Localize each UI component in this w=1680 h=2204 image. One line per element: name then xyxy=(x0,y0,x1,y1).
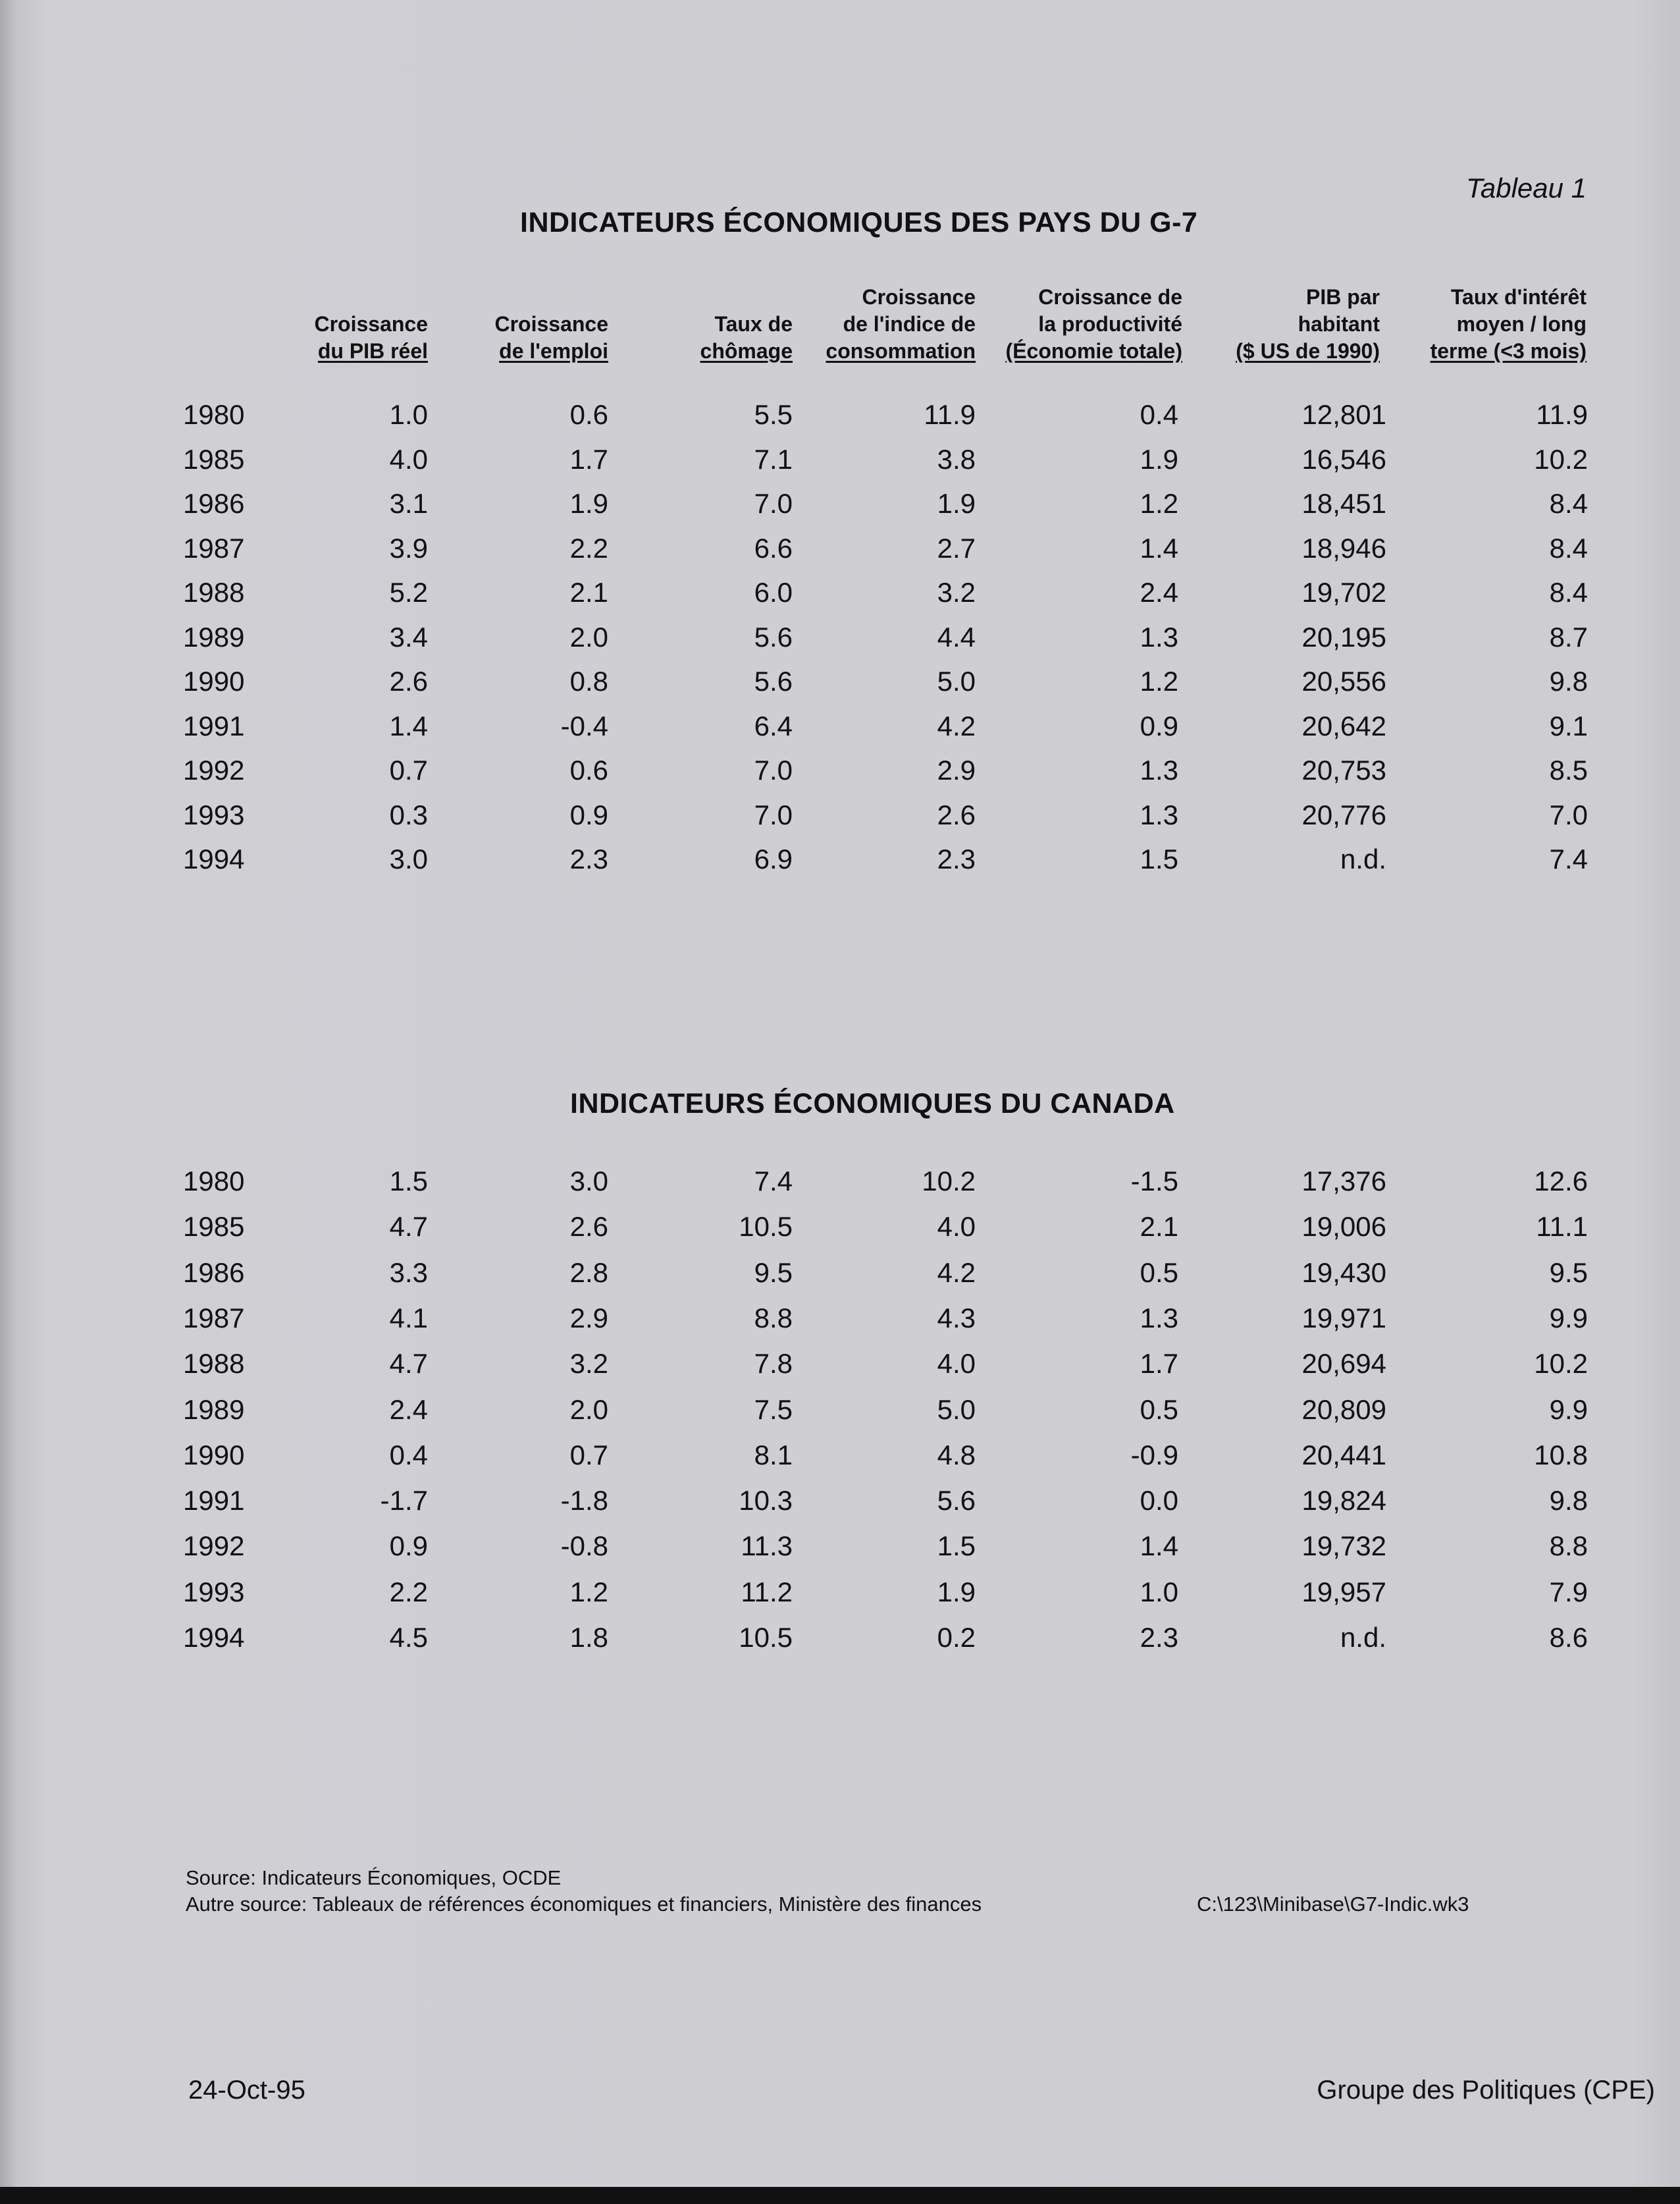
cell-pib: 4.5 xyxy=(389,1622,428,1653)
cell-interet: 9.1 xyxy=(1549,710,1588,741)
cell-interet: 7.4 xyxy=(1549,844,1588,874)
cell-pib-habitant: 19,702 xyxy=(1301,577,1386,608)
canada-table-title: INDICATEURS ÉCONOMIQUES DU CANADA xyxy=(570,1088,1175,1119)
cell-consommation: 4.2 xyxy=(937,710,976,741)
cell-year: 1988 xyxy=(183,1348,245,1380)
cell-year: 1994 xyxy=(183,1622,245,1653)
cell-chomage: 5.6 xyxy=(754,621,793,653)
cell-productivite: 0.9 xyxy=(1140,710,1178,741)
table-row xyxy=(0,1576,1680,1616)
cell-productivite: 1.3 xyxy=(1140,1302,1178,1333)
cell-productivite: 0.4 xyxy=(1140,399,1178,430)
cell-productivite: 0.0 xyxy=(1140,1485,1178,1517)
cell-chomage: 8.8 xyxy=(754,1302,793,1333)
header-emploi: Croissance de l'emploi xyxy=(494,312,608,363)
cell-pib-habitant: 20,556 xyxy=(1301,666,1386,697)
cell-consommation: 5.0 xyxy=(937,1393,976,1425)
cell-interet: 8.7 xyxy=(1549,621,1588,653)
cell-emploi: 0.6 xyxy=(569,755,608,786)
cell-consommation: 4.2 xyxy=(937,1256,976,1288)
cell-year: 1989 xyxy=(183,621,245,653)
cell-year: 1980 xyxy=(183,399,245,430)
cell-chomage: 7.5 xyxy=(754,1393,793,1425)
cell-consommation: 4.0 xyxy=(937,1211,976,1243)
cell-year: 1985 xyxy=(183,1211,245,1243)
tableau-label: Tableau 1 xyxy=(1466,173,1587,203)
table-row xyxy=(0,1622,1680,1661)
table-row xyxy=(0,444,1680,483)
cell-pib-habitant: 19,430 xyxy=(1301,1256,1386,1288)
cell-pib: 5.2 xyxy=(389,577,428,608)
cell-productivite: 1.2 xyxy=(1140,666,1178,697)
table-row xyxy=(0,1348,1680,1387)
cell-productivite: 2.4 xyxy=(1140,577,1178,608)
cell-pib-habitant: 20,753 xyxy=(1301,755,1386,786)
cell-productivite: 1.0 xyxy=(1140,1576,1178,1607)
table-row xyxy=(0,577,1680,616)
cell-productivite: 2.1 xyxy=(1140,1211,1178,1243)
cell-consommation: 4.0 xyxy=(937,1348,976,1380)
cell-pib-habitant: 19,006 xyxy=(1301,1211,1386,1243)
cell-pib: 1.5 xyxy=(389,1166,428,1196)
cell-emploi: 2.2 xyxy=(569,532,608,564)
cell-consommation: 10.2 xyxy=(922,1166,976,1196)
cell-chomage: 6.0 xyxy=(754,577,793,608)
cell-year: 1993 xyxy=(183,799,245,830)
cell-productivite: 0.5 xyxy=(1140,1393,1178,1425)
footer-date: 24-Oct-95 xyxy=(188,2076,305,2105)
cell-emploi: -0.8 xyxy=(560,1530,608,1562)
footer-group: Groupe des Politiques (CPE) xyxy=(1317,2076,1655,2105)
cell-pib: 0.3 xyxy=(389,799,428,830)
cell-pib: 3.4 xyxy=(389,621,428,653)
table-row xyxy=(0,1485,1680,1524)
cell-pib-habitant: 20,776 xyxy=(1301,799,1386,830)
cell-emploi: 2.0 xyxy=(569,621,608,653)
table-row xyxy=(0,711,1680,750)
cell-chomage: 6.4 xyxy=(754,710,793,741)
table-row xyxy=(0,533,1680,572)
cell-interet: 8.8 xyxy=(1549,1530,1588,1562)
cell-pib-habitant: 17,376 xyxy=(1301,1166,1386,1196)
cell-interet: 8.4 xyxy=(1549,532,1588,564)
cell-productivite: 1.5 xyxy=(1140,844,1178,874)
cell-emploi: 2.6 xyxy=(569,1211,608,1243)
cell-consommation: 2.6 xyxy=(937,799,976,830)
cell-interet: 9.5 xyxy=(1549,1256,1588,1288)
cell-interet: 8.5 xyxy=(1549,755,1588,786)
cell-emploi: 3.0 xyxy=(569,1166,608,1196)
cell-year: 1985 xyxy=(183,443,245,475)
cell-productivite: 1.2 xyxy=(1140,488,1178,519)
cell-year: 1992 xyxy=(183,1530,245,1562)
table-row xyxy=(0,1257,1680,1297)
cell-emploi: 2.3 xyxy=(569,844,608,874)
header-consommation: Croissance de l'indice de consommation xyxy=(826,285,976,363)
cell-consommation: 2.7 xyxy=(937,532,976,564)
cell-emploi: -0.4 xyxy=(560,710,608,741)
cell-emploi: 0.9 xyxy=(569,799,608,830)
cell-consommation: 3.8 xyxy=(937,443,976,475)
cell-year: 1994 xyxy=(183,844,245,874)
cell-productivite: 1.3 xyxy=(1140,799,1178,830)
cell-consommation: 5.6 xyxy=(937,1485,976,1517)
cell-interet: 12.6 xyxy=(1534,1166,1588,1196)
cell-interet: 7.9 xyxy=(1549,1576,1588,1607)
cell-pib-habitant: 19,824 xyxy=(1301,1485,1386,1517)
header-chomage: Taux de chômage xyxy=(700,312,793,363)
file-path: C:\123\Minibase\G7-Indic.wk3 xyxy=(1197,1893,1469,1916)
cell-chomage: 10.5 xyxy=(739,1211,793,1243)
cell-interet: 10.8 xyxy=(1534,1439,1588,1470)
cell-chomage: 8.1 xyxy=(754,1439,793,1470)
cell-productivite: 1.3 xyxy=(1140,621,1178,653)
cell-productivite: 1.7 xyxy=(1140,1348,1178,1380)
cell-consommation: 1.5 xyxy=(937,1530,976,1562)
table-row xyxy=(0,755,1680,794)
cell-interet: 9.9 xyxy=(1549,1302,1588,1333)
cell-consommation: 1.9 xyxy=(937,488,976,519)
cell-productivite: 1.4 xyxy=(1140,532,1178,564)
cell-pib: 4.7 xyxy=(389,1211,428,1243)
cell-pib-habitant: 20,441 xyxy=(1301,1439,1386,1470)
cell-consommation: 4.8 xyxy=(937,1439,976,1470)
cell-interet: 7.0 xyxy=(1549,799,1588,830)
cell-year: 1992 xyxy=(183,755,245,786)
cell-consommation: 4.4 xyxy=(937,621,976,653)
cell-consommation: 2.3 xyxy=(937,844,976,874)
cell-emploi: 1.9 xyxy=(569,488,608,519)
cell-chomage: 10.5 xyxy=(739,1622,793,1653)
cell-chomage: 7.0 xyxy=(754,755,793,786)
cell-pib: 4.1 xyxy=(389,1302,428,1333)
cell-pib-habitant: 20,809 xyxy=(1301,1393,1386,1425)
cell-pib: 0.7 xyxy=(389,755,428,786)
cell-consommation: 0.2 xyxy=(937,1622,976,1653)
cell-productivite: -0.9 xyxy=(1130,1439,1178,1470)
table-row xyxy=(0,399,1680,439)
other-source-line: Autre source: Tableaux de références économiques et financiers, Ministère des finances xyxy=(186,1893,982,1916)
cell-emploi: 0.6 xyxy=(569,399,608,430)
cell-emploi: 2.0 xyxy=(569,1393,608,1425)
cell-emploi: 0.8 xyxy=(569,666,608,697)
cell-interet: 10.2 xyxy=(1534,1348,1588,1380)
cell-consommation: 3.2 xyxy=(937,577,976,608)
cell-pib: 3.1 xyxy=(389,488,428,519)
cell-chomage: 5.5 xyxy=(754,399,793,430)
cell-pib: 2.2 xyxy=(389,1576,428,1607)
cell-pib-habitant: 20,642 xyxy=(1301,710,1386,741)
header-productivite: Croissance de la productivité (Économie totale) xyxy=(1005,285,1182,363)
cell-year: 1990 xyxy=(183,666,245,697)
cell-emploi: -1.8 xyxy=(560,1485,608,1517)
cell-pib-habitant: 12,801 xyxy=(1301,399,1386,430)
cell-year: 1986 xyxy=(183,488,245,519)
cell-interet: 9.8 xyxy=(1549,1485,1588,1517)
cell-interet: 8.4 xyxy=(1549,577,1588,608)
table-row xyxy=(0,488,1680,527)
cell-chomage: 5.6 xyxy=(754,666,793,697)
cell-consommation: 11.9 xyxy=(924,399,976,430)
cell-productivite: 1.3 xyxy=(1140,755,1178,786)
cell-interet: 9.8 xyxy=(1549,666,1588,697)
cell-interet: 10.2 xyxy=(1534,443,1588,475)
cell-emploi: 2.8 xyxy=(569,1256,608,1288)
cell-pib: 2.4 xyxy=(389,1393,428,1425)
cell-pib-habitant: 18,946 xyxy=(1301,532,1386,564)
header-habitant: PIB par habitant ($ US de 1990) xyxy=(1236,285,1380,363)
source-line: Source: Indicateurs Économiques, OCDE xyxy=(186,1866,562,1889)
cell-pib-habitant: 20,195 xyxy=(1301,621,1386,653)
cell-year: 1987 xyxy=(183,532,245,564)
cell-emploi: 1.7 xyxy=(569,443,608,475)
cell-pib: 1.0 xyxy=(389,399,428,430)
cell-chomage: 7.0 xyxy=(754,488,793,519)
cell-productivite: 1.9 xyxy=(1140,443,1178,475)
cell-interet: 9.9 xyxy=(1549,1393,1588,1425)
table-row xyxy=(0,622,1680,661)
cell-productivite: 1.4 xyxy=(1140,1530,1178,1562)
table-row xyxy=(0,1303,1680,1342)
table-row xyxy=(0,1530,1680,1570)
cell-chomage: 7.0 xyxy=(754,799,793,830)
cell-interet: 11.9 xyxy=(1536,399,1588,430)
cell-year: 1986 xyxy=(183,1256,245,1288)
cell-pib: 0.9 xyxy=(389,1530,428,1562)
cell-chomage: 11.2 xyxy=(741,1576,793,1607)
cell-pib: 1.4 xyxy=(389,710,428,741)
cell-year: 1987 xyxy=(183,1302,245,1333)
cell-interet: 11.1 xyxy=(1536,1211,1588,1243)
cell-emploi: 1.2 xyxy=(569,1576,608,1607)
cell-year: 1980 xyxy=(183,1166,245,1196)
cell-year: 1989 xyxy=(183,1393,245,1425)
cell-chomage: 7.4 xyxy=(754,1166,793,1196)
cell-chomage: 7.1 xyxy=(754,443,793,475)
table-row xyxy=(0,1211,1680,1250)
cell-emploi: 3.2 xyxy=(569,1348,608,1380)
cell-interet: 8.6 xyxy=(1549,1622,1588,1653)
cell-chomage: 6.9 xyxy=(754,844,793,874)
cell-chomage: 9.5 xyxy=(754,1256,793,1288)
cell-year: 1988 xyxy=(183,577,245,608)
cell-pib-habitant: 16,546 xyxy=(1301,443,1386,475)
cell-pib-habitant: n.d. xyxy=(1340,844,1386,874)
cell-productivite: 0.5 xyxy=(1140,1256,1178,1288)
cell-pib: 3.9 xyxy=(389,532,428,564)
table-row xyxy=(0,1439,1680,1479)
cell-productivite: 2.3 xyxy=(1140,1622,1178,1653)
cell-pib: 3.0 xyxy=(389,844,428,874)
g7-table-title: INDICATEURS ÉCONOMIQUES DES PAYS DU G-7 xyxy=(520,207,1198,238)
cell-pib-habitant: 18,451 xyxy=(1301,488,1386,519)
cell-pib-habitant: 20,694 xyxy=(1301,1348,1386,1380)
cell-pib: 3.3 xyxy=(389,1256,428,1288)
cell-emploi: 0.7 xyxy=(569,1439,608,1470)
cell-emploi: 1.8 xyxy=(569,1622,608,1653)
table-row xyxy=(0,844,1680,883)
cell-year: 1991 xyxy=(183,1485,245,1517)
cell-interet: 8.4 xyxy=(1549,488,1588,519)
cell-pib-habitant: 19,971 xyxy=(1301,1302,1386,1333)
cell-chomage: 6.6 xyxy=(754,532,793,564)
cell-year: 1991 xyxy=(183,710,245,741)
cell-pib: 0.4 xyxy=(389,1439,428,1470)
cell-pib: 4.7 xyxy=(389,1348,428,1380)
cell-pib-habitant: n.d. xyxy=(1340,1622,1386,1653)
cell-pib: -1.7 xyxy=(380,1485,428,1517)
cell-consommation: 1.9 xyxy=(937,1576,976,1607)
table-row xyxy=(0,666,1680,705)
cell-chomage: 7.8 xyxy=(754,1348,793,1380)
cell-emploi: 2.1 xyxy=(569,577,608,608)
cell-consommation: 4.3 xyxy=(937,1302,976,1333)
cell-chomage: 10.3 xyxy=(739,1485,793,1517)
cell-pib: 4.0 xyxy=(389,443,428,475)
scan-edge xyxy=(0,2187,1680,2204)
table-row xyxy=(0,799,1680,839)
cell-year: 1990 xyxy=(183,1439,245,1470)
cell-consommation: 2.9 xyxy=(937,755,976,786)
cell-consommation: 5.0 xyxy=(937,666,976,697)
cell-chomage: 11.3 xyxy=(741,1530,793,1562)
table-row xyxy=(0,1166,1680,1205)
header-pib: Croissance du PIB réel xyxy=(314,312,428,363)
cell-productivite: -1.5 xyxy=(1130,1166,1178,1196)
table-row xyxy=(0,1394,1680,1434)
cell-emploi: 2.9 xyxy=(569,1302,608,1333)
cell-pib: 2.6 xyxy=(389,666,428,697)
cell-pib-habitant: 19,957 xyxy=(1301,1576,1386,1607)
header-interet: Taux d'intérêt moyen / long terme (<3 mois) xyxy=(1430,285,1587,363)
cell-year: 1993 xyxy=(183,1576,245,1607)
cell-pib-habitant: 19,732 xyxy=(1301,1530,1386,1562)
